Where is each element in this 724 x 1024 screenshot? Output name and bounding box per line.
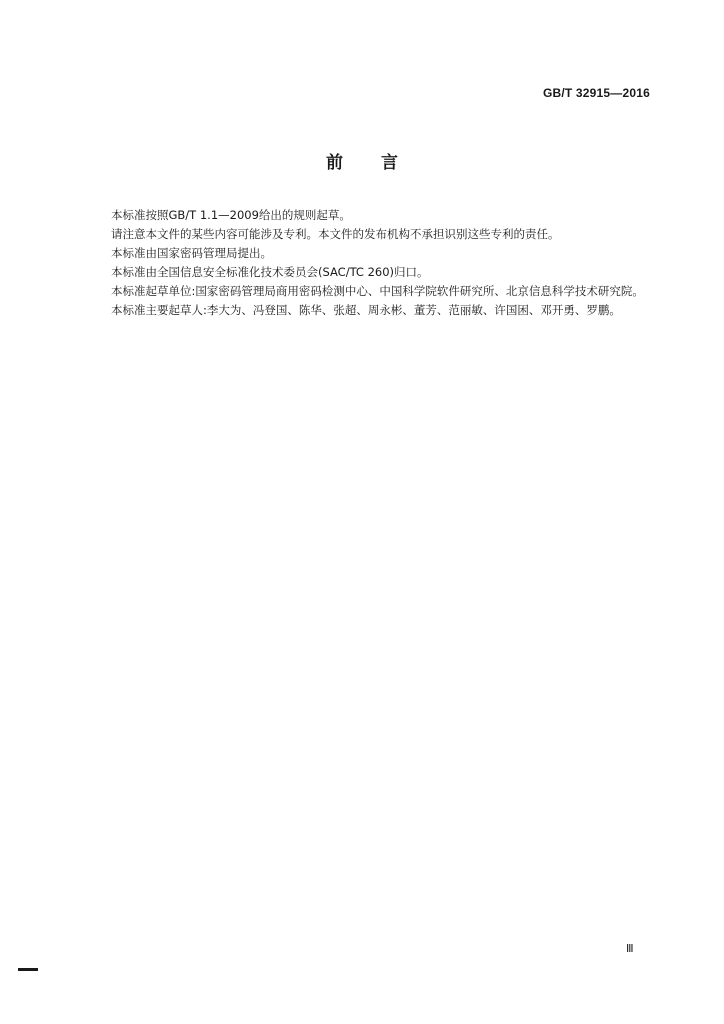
preface-body	[88, 206, 654, 320]
page-number: Ⅲ	[626, 943, 634, 955]
preface-paragraph: 本标准由全国信息安全标准化技术委员会(SAC/TC 260)归口。	[111, 265, 429, 279]
preface-paragraph: 本标准由国家密码管理局提出。	[111, 246, 272, 260]
standard-code: GB/T 32915—2016	[542, 86, 650, 100]
page-title: 前言	[326, 153, 436, 173]
preface-paragraph: 本标准按照GB/T 1.1—2009给出的规则起草。	[111, 208, 351, 222]
preface-paragraph: 请注意本文件的某些内容可能涉及专利。本文件的发布机构不承担识别这些专利的责任。	[111, 227, 560, 241]
preface-paragraph: 本标准主要起草人:李大为、冯登国、陈华、张超、周永彬、董芳、范丽敏、许国困、邓开勇、罗鹏。	[111, 303, 621, 317]
margin-mark	[18, 968, 38, 971]
preface-paragraph: 本标准起草单位:国家密码管理局商用密码检测中心、中国科学院软件研究所、北京信息科学技术研究院。	[111, 284, 644, 298]
